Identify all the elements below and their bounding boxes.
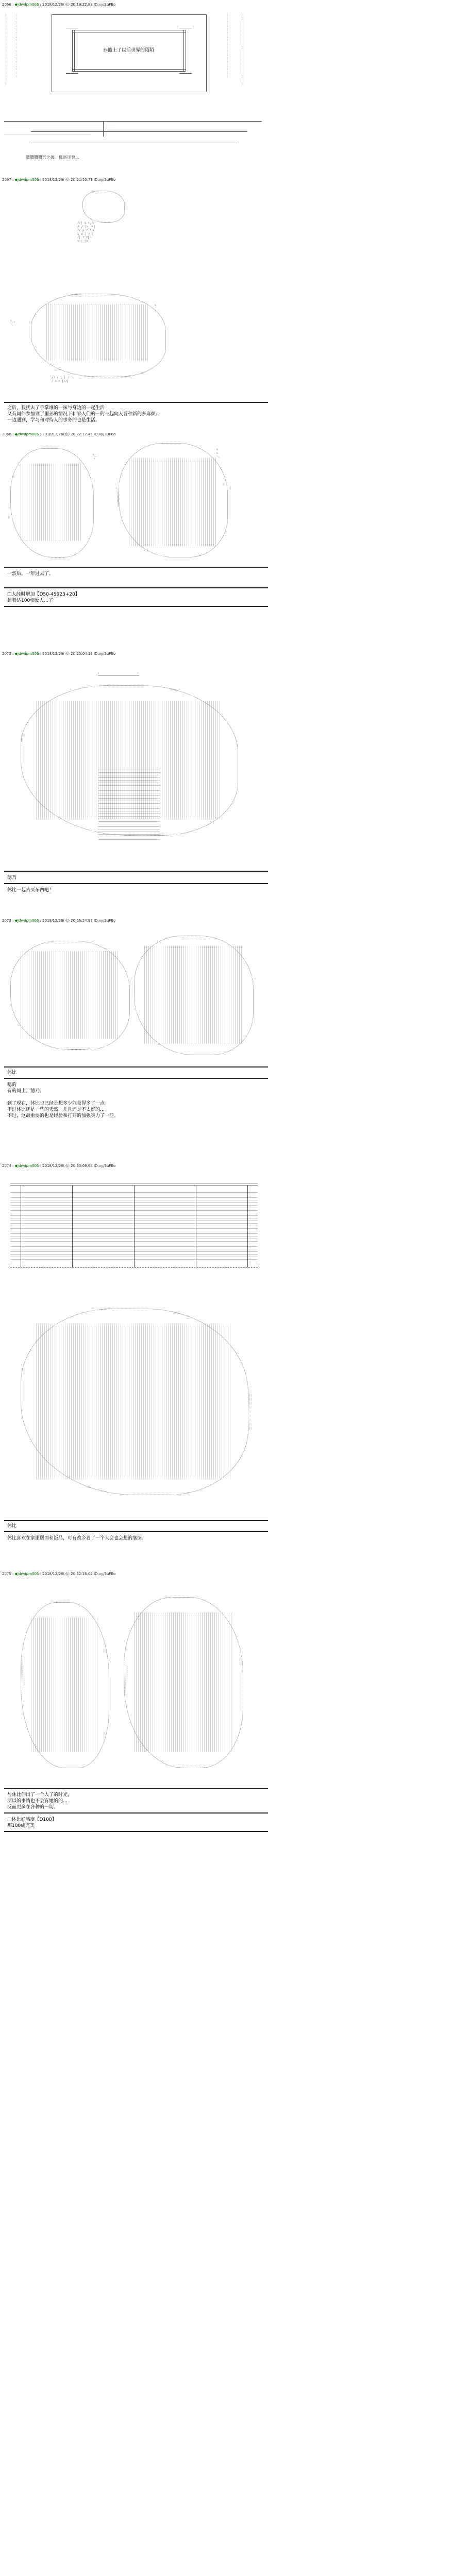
post-line-1: 与休比伸出了一个人了的时光， bbox=[7, 1792, 73, 1798]
ascii-art-character: ﾍ , ＼ ﾍ , ﾞ /ﾉ ﾉ l | ﾉ ＼ ﾉ ﾊ ﾊ |ﾉﾉ| bbox=[0, 283, 268, 402]
poster-id: ID:vy/3uFBo bbox=[93, 3, 116, 7]
status-box-line-2: 那100成完美 bbox=[7, 1823, 35, 1828]
poster-id: ID:vy/3uFBo bbox=[93, 178, 116, 182]
ascii-art-frame: | | | | | | | | | | | | | | | | | | | | : : : : : : : : : : : : : : : : : : : : : : : : : : : : : : : : : : : : | | | | | | | | | | | | | | | | | | | | 恭篮上了以后世界的陌陌 bbox=[0, 9, 268, 112]
post-2074 bbox=[0, 1159, 469, 1566]
post-number: 2068 bbox=[2, 432, 11, 436]
poster-id: ID:vy/3uFBo bbox=[93, 432, 116, 436]
post-header: 2072 : ◆Jdwdpm006 : 2018/12/26(水) 20:25:04.13 ID:vy/3uFBo bbox=[2, 652, 116, 656]
poster-id: ID:vy/3uFBo bbox=[93, 1572, 116, 1576]
post-2073 bbox=[0, 912, 469, 1159]
post-number: 2067 bbox=[2, 178, 11, 182]
post-line-6: 不过，这最重要的也是经验和打开的加强实力了一些。 bbox=[7, 1113, 119, 1118]
post-line-1: 休比一起去买东西吧！ bbox=[7, 888, 54, 893]
post-header: 2073 : ◆Jdwdpm006 : 2018/12/26(水) 20:26:24.97 ID:vy/3uFBo bbox=[2, 919, 116, 923]
ascii-art-two-characters bbox=[10, 930, 258, 1059]
post-line-3: 反而更多在各种的一切。 bbox=[7, 1805, 59, 1810]
ascii-art-character-tall bbox=[15, 665, 242, 855]
post-header: 2066 : ◆Jdwdpm006 : 2018/12/26(水) 20:19:22.98 ID:vy/3uFBo bbox=[2, 3, 116, 7]
post-line-1: 嗯的 bbox=[7, 1082, 17, 1088]
ascii-art-divider: ＿＿＿＿＿＿＿＿＿＿＿＿＿＿＿＿＿＿＿＿＿＿＿＿＿＿＿＿＿＿＿＿＿＿＿＿ ￣￣￣￣￣￣￣￣￣￣￣￣￣￣￣￣￣￣￣￣￣￣￣￣￣￣￣￣ bbox=[0, 116, 268, 157]
poster-name: ◆Jdwdpm006 bbox=[14, 1164, 39, 1168]
post-number: 2075 bbox=[2, 1572, 11, 1576]
post-header: 2067 : ◆Jdwdpm006 : 2018/12/26(水) 20:21:50.71 ID:vy/3uFBo bbox=[2, 178, 116, 182]
post-line-4: 到了现在，休比也已经是想多少能量得多了一点。 bbox=[7, 1101, 110, 1106]
post-2075 bbox=[0, 1566, 469, 2576]
ascii-art-characters-group bbox=[21, 1587, 247, 1777]
status-box-line-2: 超着达100相爱人…了 bbox=[7, 598, 54, 603]
title-card-text: 恭篮上了以后世界的陌陌 bbox=[103, 48, 155, 53]
post-number: 2074 bbox=[2, 1164, 11, 1168]
speaker-name: 休比 bbox=[7, 1070, 17, 1075]
post-date: 2018/12/26(水) 20:30:09.64 bbox=[42, 1164, 93, 1168]
post-date: 2018/12/26(水) 20:26:24.97 bbox=[42, 919, 93, 923]
post-header: 2068 : ◆Jdwdpm006 : 2018/12/26(水) 20:22:12.45 ID:vy/3uFBo bbox=[2, 432, 116, 436]
post-date: 2018/12/26(水) 20:21:50.71 bbox=[42, 178, 93, 182]
post-line-2: 又有同仁参加到了里孙的情况下和家人们的一的一起向人各种新的多麻烦… bbox=[7, 412, 161, 417]
post-caption: 隳隳隳隳吾之後。僅馬迷曾… bbox=[26, 155, 79, 160]
post-header: 2075 : ◆Jdwdpm006 : 2018/12/26(水) 20:32:16.02 ID:vy/3uFBo bbox=[2, 1572, 116, 1576]
poster-name: ◆Jdwdpm006 bbox=[14, 3, 39, 7]
post-date: 2018/12/26(水) 20:19:22.98 bbox=[42, 3, 93, 7]
poster-name: ◆Jdwdpm006 bbox=[14, 432, 39, 436]
post-line-1: 一然后。一年过去了。 bbox=[7, 571, 54, 577]
poster-name: ◆Jdwdpm006 bbox=[14, 1572, 39, 1576]
status-box-line-1: □人经时增加【D50-45923+20】 bbox=[7, 592, 80, 597]
post-line-1: 之后，我抚去了手掌堆的一抹与身边的一起生活 bbox=[7, 405, 105, 411]
ascii-art-building bbox=[10, 1180, 258, 1278]
post-2066 bbox=[0, 0, 469, 170]
poster-name: ◆Jdwdpm006 bbox=[14, 178, 39, 182]
status-box-line-1: □休比好感度【D100】 bbox=[7, 1817, 57, 1822]
post-line-1: 休比喜欢在家里居面和饭品，可有改乡着了一个大会也会想的继续。 bbox=[7, 1536, 147, 1541]
ascii-art-character-eating bbox=[10, 1303, 258, 1510]
poster-id: ID:vy/3uFBo bbox=[93, 1164, 116, 1168]
ascii-art-small-character: ﾉﾉ( i ﾊ,ﾉﾉ / / |ﾍ- ﾍ| ﾉﾉ ∧ ｿ ﾉ ∧ i ∨ | ﾊ | ﾉ| ﾏ ﾏ|ﾊ ﾊﾊ|_|ﾊﾊ bbox=[52, 191, 155, 273]
post-number: 2073 bbox=[2, 919, 11, 923]
post-2068 bbox=[0, 428, 469, 644]
speaker-name: 休比 bbox=[7, 1523, 17, 1529]
post-date: 2018/12/26(水) 20:32:16.02 bbox=[42, 1572, 93, 1576]
poster-name: ◆Jdwdpm006 bbox=[14, 919, 39, 923]
post-line-5: 不过休比还是一些的天然，并且还是不太好的… bbox=[7, 1107, 105, 1112]
poster-id: ID:vy/3uFBo bbox=[93, 652, 116, 656]
ascii-art-two-characters: ﾍ_ ヽ ﾍ ﾍ ＼ bbox=[10, 443, 258, 562]
post-2067 bbox=[0, 170, 469, 428]
post-date: 2018/12/26(水) 20:22:12.45 bbox=[42, 432, 93, 436]
post-header: 2074 : ◆Jdwdpm006 : 2018/12/26(水) 20:30:09.64 ID:vy/3uFBo bbox=[2, 1164, 116, 1168]
poster-name: ◆Jdwdpm006 bbox=[14, 652, 39, 656]
post-line-2: 所以的事情也不会有她的的… bbox=[7, 1799, 68, 1804]
post-line-3: 一边遇到，学习和对待人的事务的也是生活。 bbox=[7, 418, 100, 423]
post-2072 bbox=[0, 644, 469, 912]
poster-id: ID:vy/3uFBo bbox=[93, 919, 116, 923]
post-line-2: 有的同上。德乃。 bbox=[7, 1089, 45, 1094]
post-date: 2018/12/26(水) 20:25:04.13 bbox=[42, 652, 93, 656]
speaker-name: 德乃 bbox=[7, 875, 17, 880]
post-number: 2072 bbox=[2, 652, 11, 656]
post-number: 2066 bbox=[2, 3, 11, 7]
